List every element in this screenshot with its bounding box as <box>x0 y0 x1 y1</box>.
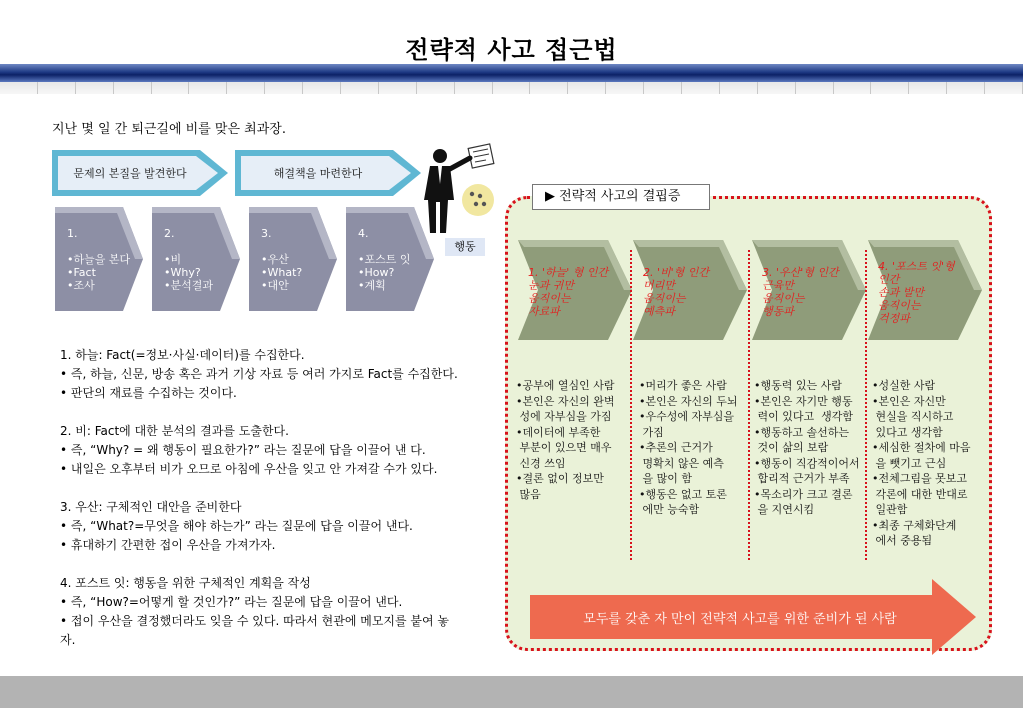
step-1-text: 1. •하늘을 본다 •Fact •조사 <box>67 227 131 292</box>
note-line: 4. 포스트 잇: 행동을 위한 구체적인 계획을 작성 <box>60 576 311 590</box>
title-bar <box>0 64 1023 82</box>
note-line: • 즉, “How?=어떻게 할 것인가?” 라는 질문에 답을 이끌어 낸다. <box>60 595 403 609</box>
band-arrow-solve <box>233 148 423 198</box>
step-4-text: 4. •포스트 잇 •How? •계획 <box>358 227 411 292</box>
note-line: • 즉, “Why? = 왜 행동이 필요한가?” 라는 질문에 답을 이끌어 낸 다. <box>60 443 426 457</box>
type-chevron-3 <box>752 240 868 340</box>
note-line: • 내일은 오후부터 비가 오므로 아침에 우산을 잊고 안 가져갈 수가 있다. <box>60 462 438 476</box>
note-block-3 <box>60 498 413 555</box>
type-chevron-2 <box>633 240 749 340</box>
band-label-solve: 해결책을 마련한다 <box>273 167 363 180</box>
note-line: • 휴대하기 간편한 접이 우산을 가져가자. <box>60 538 276 552</box>
step-3-text: 3. •우산 •What? •대안 <box>261 227 303 292</box>
type-title-3: 3. '우산'형 인간 근육만 움직이는 행동파 <box>762 266 839 318</box>
note-line: • 판단의 재료를 수집하는 것이다. <box>60 386 237 400</box>
note-block-2 <box>60 422 437 479</box>
step-2-text: 2. •비 •Why? •분석결과 <box>164 227 213 292</box>
traits-column-3: •행동력 있는 사람 •본인은 자기만 행동 력이 있다고 생각함 •행동하고 솔선하는 것이 삶의 보람 •행동이 직감적이어서 합리적 근거가 부족 •목소리가 크고 결론 을 지연시킴 <box>754 379 860 516</box>
action-label: 행동 <box>445 238 485 256</box>
band-label-discover: 문제의 본질을 발견한다 <box>73 167 187 180</box>
intro-text: 지난 몇 일 간 퇴근길에 비를 맞은 최과장. <box>52 122 286 137</box>
type-chevron-4 <box>868 240 984 340</box>
type-title-1: 1. '하늘' 형 인간 눈과 귀만 움직이는 자료파 <box>528 266 609 318</box>
type-title-2: 2. '비'형 인간 머리만 움직이는 예측파 <box>643 266 710 318</box>
note-line: 1. 하늘: Fact(=정보·사실·데이터)를 수집한다. <box>60 348 305 362</box>
column-divider <box>748 250 750 560</box>
note-line: 자. <box>60 633 76 647</box>
note-line: 3. 우산: 구체적인 대안을 준비한다 <box>60 500 242 514</box>
note-line: 2. 비: Fact에 대한 분석의 결과를 도출한다. <box>60 424 289 438</box>
note-line: • 접이 우산을 결정했더라도 잊을 수 있다. 따라서 현관에 메모지를 붙여 놓 <box>60 614 450 628</box>
panel-heading: ▶ 전략적 사고의 결핍증 <box>532 184 710 210</box>
businessman-presenter-icon <box>418 138 498 242</box>
step-1 <box>55 207 145 311</box>
column-divider <box>865 250 867 560</box>
conclusion-text: 모두를 갖춘 자 만이 전략적 사고를 위한 준비가 된 사람 <box>583 611 897 627</box>
type-chevron-1 <box>518 240 634 340</box>
note-line: • 즉, 하늘, 신문, 방송 혹은 과거 기상 자료 등 여러 가지로 Fact를 수집한다. <box>60 367 458 381</box>
step-3 <box>249 207 339 311</box>
traits-column-4: •성실한 사람 •본인은 자신만 현실을 직시하고 있다고 생각함 •세심한 절차에 마음 을 뺏기고 근심 •전체그림을 못보고 각론에 대한 반대로 일관함 •최종 구체화단계 에서 중용됨 <box>872 379 971 547</box>
column-divider <box>630 250 632 560</box>
band-arrow-discover <box>50 148 230 198</box>
decorative-strip <box>0 82 1023 94</box>
note-line: • 즉, “What?=무엇을 해야 하는가” 라는 질문에 답을 이끌어 낸다. <box>60 519 413 533</box>
note-block-4 <box>60 574 449 650</box>
footer-bar <box>0 676 1023 708</box>
type-title-4: 4. '포스트 잇'형 인간 손과 발만 움직이는 걱정파 <box>878 260 955 325</box>
step-2 <box>152 207 242 311</box>
note-block-1 <box>60 346 458 403</box>
page-title: 전략적 사고 접근법 <box>405 36 618 64</box>
traits-column-2: •머리가 좋은 사람 •본인은 자신의 두뇌 •우수성에 자부심을 가짐 •추론의 근거가 명확치 않은 예측 을 많이 함 •행동은 없고 토론 에만 능숙함 <box>639 379 738 516</box>
traits-column-1: •공부에 열심인 사람 •본인은 자신의 완벽 성에 자부심을 가짐 •데이터에 부족한 부분이 있으면 매우 신경 쓰임 •결론 없이 정보만 많음 <box>516 379 615 501</box>
conclusion-arrow <box>530 579 980 659</box>
